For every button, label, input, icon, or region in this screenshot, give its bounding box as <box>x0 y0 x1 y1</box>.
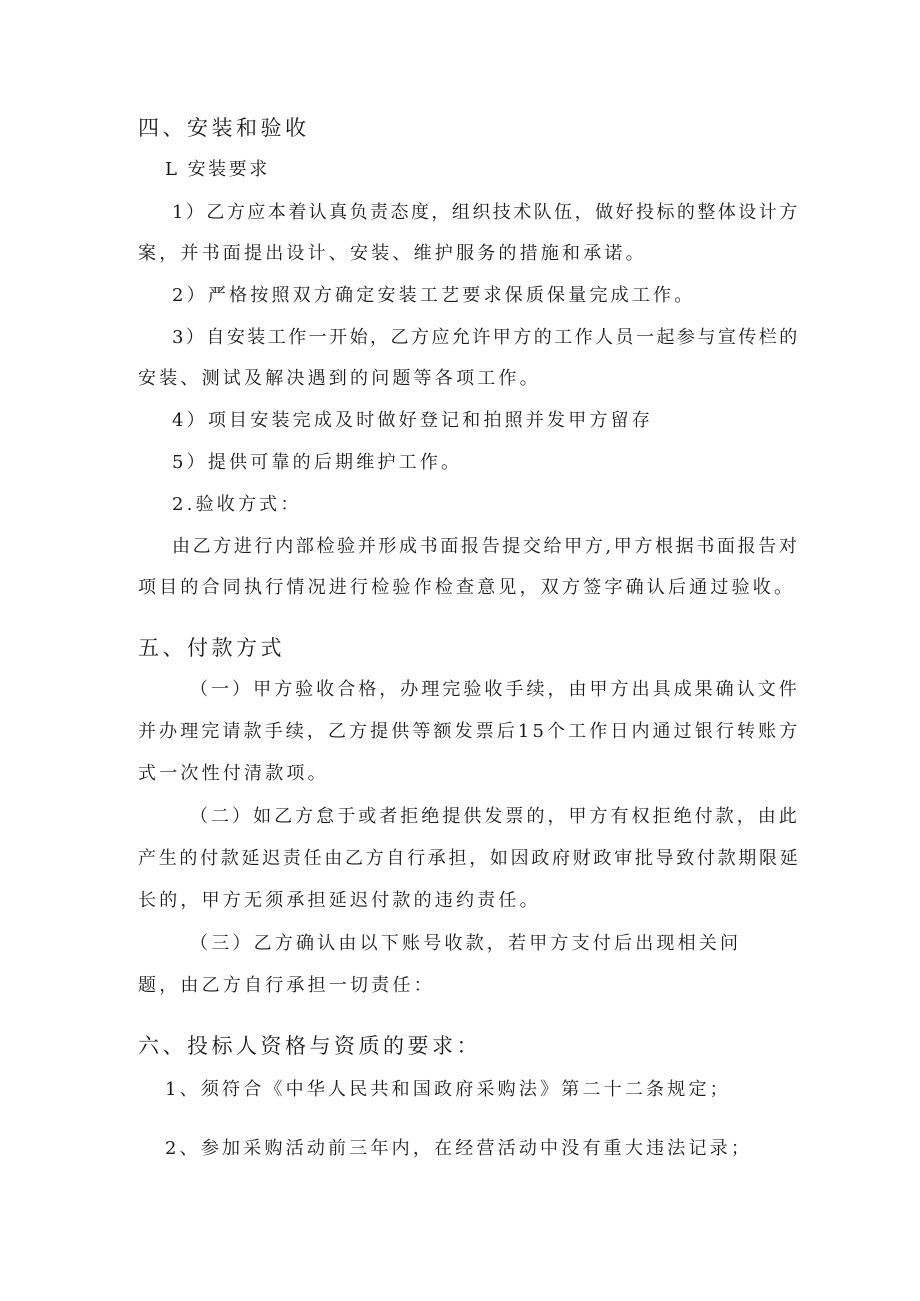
install-item-5: 5）提供可靠的后期维护工作。 <box>172 452 463 473</box>
acceptance-paragraph-line-2: 项目的合同执行情况进行检验作检查意见，双方签字确认后通过验收。 <box>138 577 796 598</box>
payment-clause-1-line-1: （一）甲方验收合格，办理完验收手续，由甲方出具成果确认文件 <box>190 679 800 700</box>
section-4-heading: 四、安装和验收 <box>138 116 310 140</box>
qualification-requirement-1: 1、须符合《中华人民共和国政府采购法》第二十二条规定； <box>165 1079 731 1100</box>
section-6-heading: 六、投标人资格与资质的要求： <box>138 1034 481 1058</box>
payment-clause-2-line-1: （二）如乙方怠于或者拒绝提供发票的，甲方有权拒绝付款，由此 <box>190 806 800 827</box>
payment-clause-2-line-2: 产生的付款延迟责任由乙方自行承担，如因政府财政审批导致付款期限延 <box>138 848 801 869</box>
install-item-1-line-1: 1）乙方应本着认真负责态度，组织技术队伍，做好投标的整体设计方 <box>172 202 800 223</box>
section-5-heading: 五、付款方式 <box>138 636 285 660</box>
install-item-2: 2）严格按照双方确定安装工艺要求保质保量完成工作。 <box>172 285 696 306</box>
install-item-1-line-2: 案，并书面提出设计、安装、维护服务的措施和承诺。 <box>138 243 647 264</box>
payment-clause-1-line-3: 式一次性付清款项。 <box>138 763 329 784</box>
payment-clause-2-line-3: 长的，甲方无须承担延迟付款的违约责任。 <box>138 890 541 911</box>
subsection-install-title: L 安装要求 <box>165 159 270 180</box>
payment-clause-3-line-2: 题，由乙方自行承担一切责任： <box>138 975 435 996</box>
install-item-4: 4）项目安装完成及时做好登记和拍照并发甲方留存 <box>172 410 654 431</box>
payment-clause-1-line-2: 并办理完请款手续，乙方提供等额发票后15个工作日内通过银行转账方 <box>138 721 801 742</box>
acceptance-paragraph-line-1: 由乙方进行内部检验并形成书面报告提交给甲方,甲方根据书面报告对 <box>172 536 800 557</box>
qualification-requirement-2: 2、参加采购活动前三年内，在经营活动中没有重大违法记录； <box>165 1138 753 1159</box>
subsection-acceptance-title: 2.验收方式： <box>172 494 302 515</box>
install-item-3-line-1: 3）自安装工作一开始，乙方应允许甲方的工作人员一起参与宣传栏的 <box>172 327 800 348</box>
payment-clause-3-line-1: （三）乙方确认由以下账号收款，若甲方支付后出现相关问 <box>190 933 742 954</box>
install-item-3-line-2: 安装、测试及解决遇到的问题等各项工作。 <box>138 368 541 389</box>
